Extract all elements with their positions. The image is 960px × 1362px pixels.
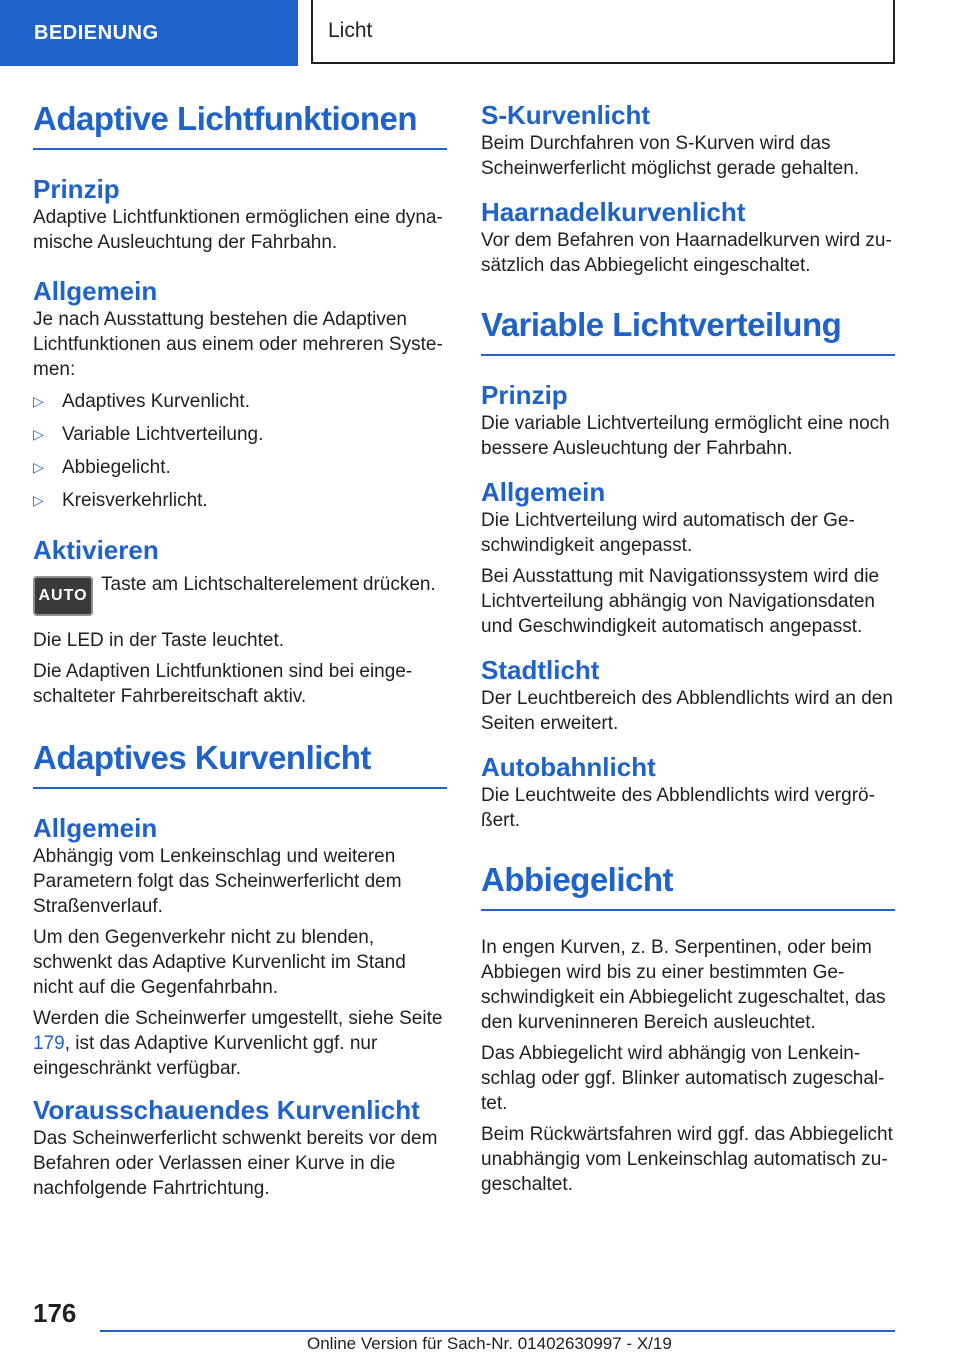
paragraph-prinzip-lichtverteilung: Die variable Lichtverteilung ermöglicht eine noch bessere Ausleuchtung der Fahrbahn.	[481, 413, 890, 459]
paragraph-scheinwerfer-umgestellt: Werden die Scheinwerfer umgestellt, siehe Seite 179, ist das Adaptive Kurvenlicht ggf. nur eingeschränkt verfügbar.	[33, 1008, 443, 1079]
heading-s-kurvenlicht: S-Kurvenlicht	[481, 100, 651, 130]
section-title-variable-lichtverteilung: Variable Lichtverteilung	[481, 306, 895, 356]
paragraph-stadtlicht: Der Leuchtbereich des Abblendlichts wird an den Seiten erweitert.	[481, 688, 893, 734]
paragraph-autobahnlicht: Die Leuchtweite des Abblendlichts wird vergrößert.	[481, 785, 875, 831]
list-item: ▷ Kreisverkehrlicht.	[33, 489, 208, 511]
paragraph-navigation: Bei Ausstattung mit Navigationssystem wird die Lichtverteilung abhängig von Navigationsdaten und Geschwindigkeit automatisch angepasst.	[481, 566, 880, 637]
paragraph-abbiegelicht-2: Das Abbiegelicht wird abhängig von Lenkeinschlag oder ggf. Blinker automatisch zugeschaltet.	[481, 1043, 885, 1114]
auto-instruction	[33, 572, 447, 616]
paragraph-led: Die LED in der Taste leuchtet.	[33, 630, 285, 651]
page-header	[0, 0, 960, 66]
list-item: ▷ Adaptives Kurvenlicht.	[33, 390, 250, 412]
triangle-bullet-icon: ▷	[33, 492, 44, 508]
heading-prinzip-lichtverteilung: Prinzip	[481, 380, 568, 410]
heading-autobahnlicht: Autobahnlicht	[481, 752, 656, 782]
right-column	[481, 100, 895, 1197]
paragraph-aktivieren: Taste am Lichtschalterelement drücken.	[101, 574, 436, 595]
paragraph-allgemein-lichtverteilung: Die Lichtverteilung wird automatisch der Geschwindigkeit angepasst.	[481, 510, 855, 556]
heading-allgemein-kurvenlicht: Allgemein	[33, 813, 158, 843]
section-title-adaptives-kurvenlicht: Adaptives Kurvenlicht	[33, 739, 447, 789]
heading-aktivieren: Aktivieren	[33, 535, 159, 565]
paragraph-s-kurvenlicht: Beim Durchfahren von S-Kurven wird das Scheinwerferlicht möglichst gerade gehalten.	[481, 133, 860, 179]
triangle-bullet-icon: ▷	[33, 393, 44, 409]
paragraph-allgemein: Je nach Ausstattung bestehen die Adaptiven Lichtfunktionen aus einem oder mehreren Systemen:	[33, 309, 443, 380]
paragraph-prinzip: Adaptive Lichtfunktionen ermöglichen eine dynamische Ausleuchtung der Fahrbahn.	[33, 207, 443, 253]
page-reference-link[interactable]: 179	[33, 1033, 65, 1054]
heading-prinzip: Prinzip	[33, 174, 120, 204]
heading-allgemein-lichtverteilung: Allgemein	[481, 477, 606, 507]
triangle-bullet-icon: ▷	[33, 426, 44, 442]
heading-vorausschauendes-kurvenlicht: Vorausschauendes Kurvenlicht	[33, 1095, 420, 1125]
online-version-note: Online Version für Sach-Nr. 01402630997 - X/19	[307, 1334, 672, 1353]
footer-divider	[100, 1330, 895, 1332]
paragraph-aktiv: Die Adaptiven Lichtfunktionen sind bei eingeschalteter Fahrbereitschaft aktiv.	[33, 661, 413, 707]
left-column	[33, 100, 447, 1201]
auto-button-icon: AUTO	[33, 576, 93, 616]
list-item: ▷ Abbiegelicht.	[33, 456, 171, 478]
page-number: 176	[33, 1298, 77, 1328]
feature-list	[33, 385, 447, 517]
heading-allgemein: Allgemein	[33, 276, 158, 306]
paragraph-allgemein-kurvenlicht: Abhängig vom Lenkeinschlag und weiteren Parametern folgt das Scheinwerferlicht dem Straßenverlauf.	[33, 846, 402, 917]
section-tab: BEDIENUNG	[0, 0, 298, 66]
paragraph-abbiegelicht-3: Beim Rückwärtsfahren wird ggf. das Abbiegelicht unabhängig vom Lenkeinschlag automatisch zugeschaltet.	[481, 1124, 893, 1195]
heading-stadtlicht: Stadtlicht	[481, 655, 600, 685]
list-item: ▷ Variable Lichtverteilung.	[33, 423, 264, 445]
triangle-bullet-icon: ▷	[33, 459, 44, 475]
chapter-tab: Licht	[311, 0, 895, 64]
paragraph-gegenverkehr: Um den Gegenverkehr nicht zu blenden, schwenkt das Adaptive Kurvenlicht im Stand nicht auf die Gegenfahrbahn.	[33, 927, 406, 998]
section-title-adaptive-lichtfunktionen: Adaptive Lichtfunktionen	[33, 100, 447, 150]
paragraph-vorausschauend: Das Scheinwerferlicht schwenkt bereits vor dem Befahren oder Verlassen einer Kurve in die nachfolgende Fahrtrichtung.	[33, 1128, 438, 1199]
heading-haarnadelkurvenlicht: Haarnadelkurvenlicht	[481, 197, 746, 227]
section-title-abbiegelicht: Abbiegelicht	[481, 861, 895, 911]
paragraph-haarnadelkurvenlicht: Vor dem Befahren von Haarnadelkurven wird zusätzlich das Abbiegelicht eingeschaltet.	[481, 230, 892, 276]
paragraph-abbiegelicht-1: In engen Kurven, z. B. Serpentinen, oder beim Abbiegen wird bis zu einer bestimmten Geschwindigkeit ein Abbiegelicht zugeschaltet, das den kurveninneren Bereich ausleuchtet.	[481, 937, 886, 1033]
